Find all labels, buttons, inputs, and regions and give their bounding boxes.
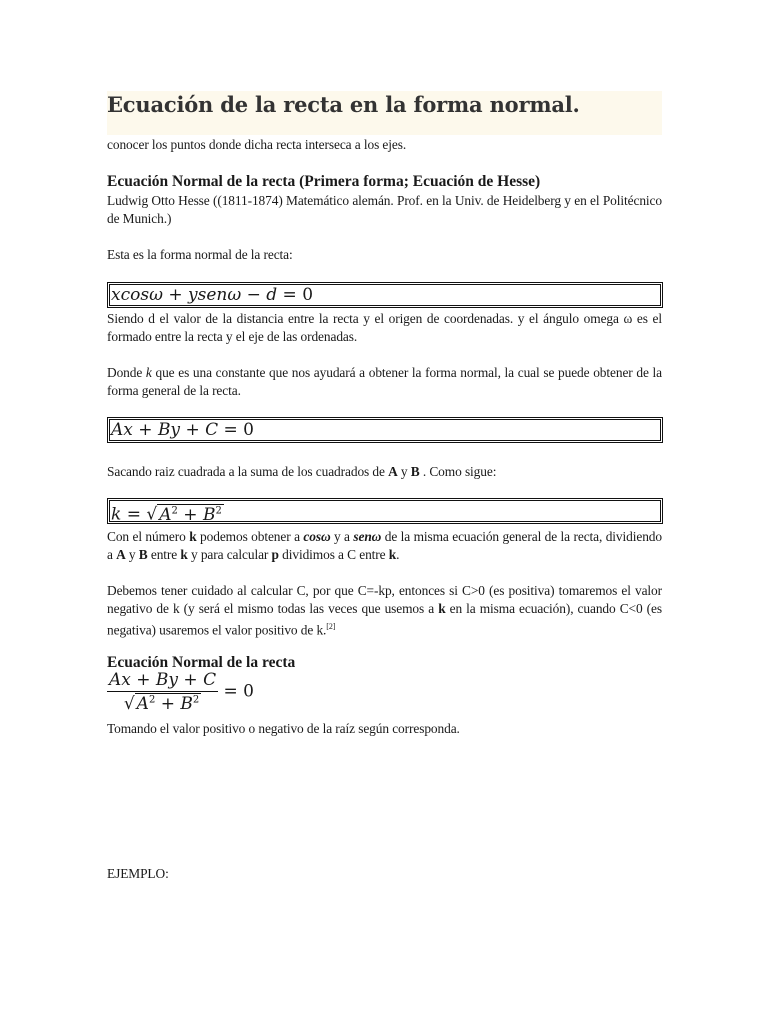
sacando-raiz-paragraph: Sacando raiz cuadrada a la suma de los cuadrados de A y B . Como sigue: [107,464,497,479]
donde-k-paragraph: Donde k que es una constante que nos ayudará a obtener la forma normal, la cual se puede obtener de la forma general de la recta. [107,365,662,398]
intro-text: conocer los puntos donde dicha recta interseca a los ejes. [107,137,407,152]
distance-explanation: Siendo d el valor de la distancia entre la recta y el origen de coordenadas. y el ángulo omega ω es el formado entre la recta y el eje de las ordenadas. [107,311,662,344]
con-numero-k-paragraph: Con el número k podemos obtener a cosω y a senω de la misma ecuación general de la recta, dividiendo a A y B entre k y para calcular p dividimos a C entre k. [107,529,662,562]
equation-normal-fraction: $\frac{Ax + By + C}{√ A^2 + B^2}$ = 0 [109,670,254,714]
reference-link[interactable]: [2] [326,622,336,631]
equation-normal-form: xcosω + ysenω − d = 0 [107,282,663,308]
section-heading-normal: Ecuación Normal de la recta [107,654,296,671]
tomando-valor-text: Tomando el valor positivo o negativo de la raíz según corresponda. [107,721,460,736]
page-title: Ecuación de la recta en la forma normal. [107,92,580,117]
cuidado-paragraph: Debemos tener cuidado al calcular C, por que C=-kp, entonces si C>0 (es positiva) tomaremos el valor negativo de k (y será el mismo todas las veces que usemos a k en la misma ecuación), cuando C<0 (es negativa) usaremos el valor positivo de k.[2] [107,583,662,638]
section-heading-hesse: Ecuación Normal de la recta (Primera forma; Ecuación de Hesse) [107,173,541,190]
hesse-bio: Ludwig Otto Hesse ((1811-1874) Matemático alemán. Prof. en la Univ. de Heidelberg y en el Politécnico de Munich.) [107,193,662,226]
ejemplo-label: EJEMPLO: [107,866,169,881]
equation-general-form: Ax + By + C = 0 [107,417,663,443]
normal-form-intro: Esta es la forma normal de la recta: [107,247,293,262]
equation-k-root: k = √ $A^2 + B^2$ [107,498,663,524]
